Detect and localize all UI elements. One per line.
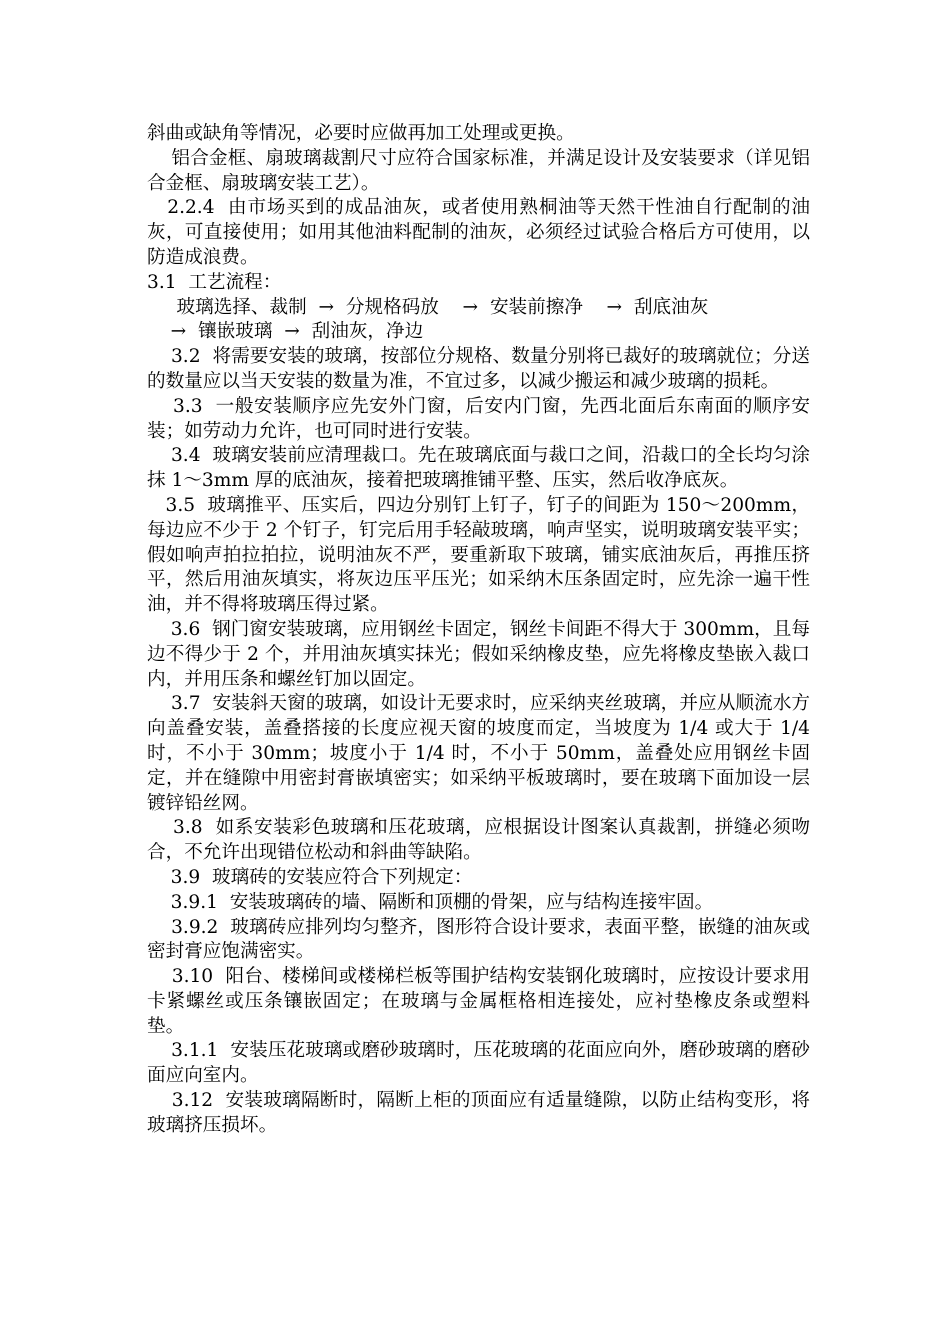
heading-3-1: 3.1 工艺流程： [147,271,282,293]
paragraph-2-2-4: 2.2.4 由市场买到的成品油灰，或者使用熟桐油等天然干性油自行配制的油灰，可直接使用；如用其他油料配制的油灰，必须经过试验合格后方可使用，以防造成浪费。 [147,197,810,268]
section-3-1-1: 3.1.1 安装压花玻璃或磨砂玻璃时，压花玻璃的花面应向外，磨砂玻璃的磨砂面应向室内。 [147,1040,810,1087]
process-flow-line-1: 玻璃选择、裁制 → 分规格码放 → 安装前擦净 → 刮底油灰 [147,296,709,318]
section-3-9: 3.9 玻璃砖的安装应符合下列规定： [147,866,473,888]
process-flow-line-2: → 镶嵌玻璃 → 刮油灰，净边 [147,321,424,343]
section-3-6: 3.6 钢门窗安装玻璃，应用钢丝卡固定，钢丝卡间距不得大于 300mm，且每边不得少于 2 个，并用油灰填实抹光；假如采纳橡皮垫，应先将橡皮垫嵌入裁口内，并用压条和螺丝钉加以固定。 [147,618,810,690]
paragraph-continuation: 斜曲或缺角等情况，必要时应做再加工处理或更换。 [147,123,575,144]
section-3-12: 3.12 安装玻璃隔断时，隔断上柜的顶面应有适量缝隙，以防止结构变形，将玻璃挤压损坏。 [147,1090,810,1136]
section-3-5: 3.5 玻璃推平、压实后，四边分别钉上钉子，钉子的间距为 150～200mm，每边应不少于 2 个钉子，钉完后用手轻敲玻璃，响声坚实，说明玻璃安装平实；假如响声拍拉拍拉，说明油灰不严，要重新取下玻璃，铺实底油灰后，再推压挤平，然后用油灰填实，将灰边压平压光；如采纳木压条固定时，应先涂一遍干性油，并不得将玻璃压得过紧。 [147,494,810,616]
section-3-2: 3.2 将需要安装的玻璃，按部位分规格、数量分别将已裁好的玻璃就位；分送的数量应以当天安装的数量为准，不宜过多，以减少搬运和减少玻璃的损耗。 [147,346,810,392]
section-3-9-2: 3.9.2 玻璃砖应排列均匀整齐，图形符合设计要求，表面平整，嵌缝的油灰或密封膏应饱满密实。 [147,916,810,963]
paragraph-aluminum-frame: 铝合金框、扇玻璃裁割尺寸应符合国家标准，并满足设计及安装要求（详见铝合金框、扇玻璃安装工艺）。 [147,147,810,194]
section-3-3: 3.3 一般安装顺序应先安外门窗，后安内门窗，先西北面后东南面的顺序安装；如劳动力允许，也可同时进行安装。 [147,395,810,442]
section-3-9-1: 3.9.1 安装玻璃砖的墙、隔断和顶棚的骨架，应与结构连接牢固。 [147,891,714,913]
section-3-4: 3.4 玻璃安装前应清理裁口。先在玻璃底面与裁口之间，沿裁口的全长均匀涂抹 1～3mm 厚的底油灰，接着把玻璃推铺平整、压实，然后收净底灰。 [147,445,810,492]
document-page [147,122,816,1139]
section-3-10: 3.10 阳台、楼梯间或楼梯栏板等围护结构安装钢化玻璃时，应按设计要求用卡紧螺丝或压条镶嵌固定；在玻璃与金属框格相连接处，应衬垫橡皮条或塑料垫。 [147,966,810,1037]
section-3-8: 3.8 如系安装彩色玻璃和压花玻璃，应根据设计图案认真裁割，拼缝必须吻合，不允许出现错位松动和斜曲等缺陷。 [147,817,810,864]
section-3-7: 3.7 安装斜天窗的玻璃，如设计无要求时，应采纳夹丝玻璃，并应从顺流水方向盖叠安装，盖叠搭接的长度应视天窗的坡度而定，当坡度为 1/4 或大于 1/4 时，不小于 30mm；坡度小于 1/4 时，不小于 50mm，盖叠处应用钢丝卡固定，并在缝隙中用密封膏嵌填密实；如采纳平板玻璃时，要在玻璃下面加设一层镀锌铅丝网。 [147,693,816,814]
